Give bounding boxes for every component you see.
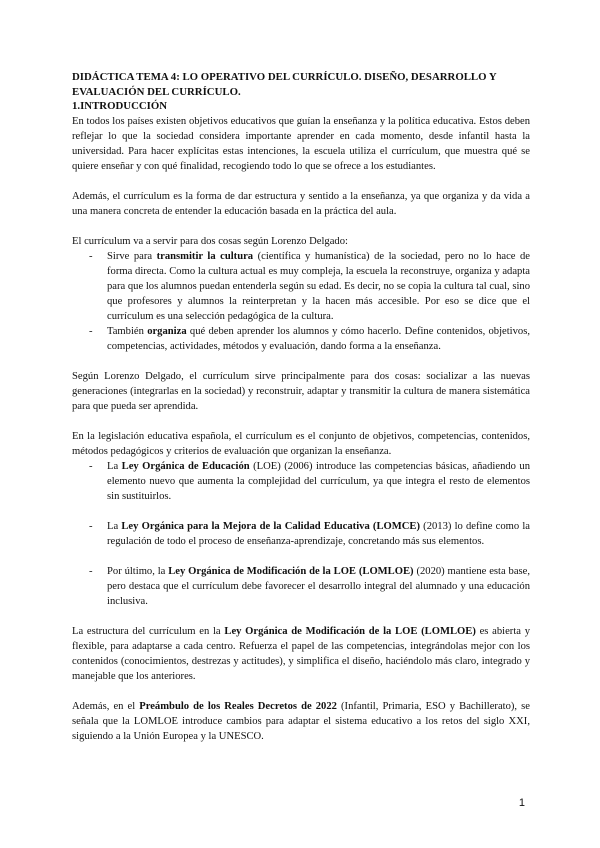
paragraph-intro: En todos los países existen objetivos educativos que guían la enseñanza y la política educativa. Estos deben reflejar lo que la sociedad considera importante aprender en cada momento, desde infantil hasta la universidad. Para hacer explícitas estas intenciones, la escuela utiliza el currículum, que muestra qué se quiere enseñar y con qué finalidad, recogiendo todo lo que se ofrece a los estudiantes. xyxy=(72,115,530,172)
list-item: - La Ley Orgánica para la Mejora de la Calidad Educativa (LOMCE) (2013) lo define como la regulación de todo el proceso de enseñanza-aprendizaje, concretando más sus elementos. xyxy=(89,520,530,547)
list-item: - Sirve para transmitir la cultura (científica y humanística) de la sociedad, pero no lo hace de forma directa. Como la cultura actual es muy compleja, la escuela la reconstruye, organiza y adapta para que los alumnos puedan entenderla según su edad. Es decir, no se copia la cultura tal cual, sino que profesores y alumnos la reinterpretan y la hacen más accesible. Por eso se dice que el currículum es una selección pedagógica de la cultura. xyxy=(89,250,531,322)
paragraph-decrees: Además, en el Preámbulo de los Reales Decretos de 2022 (Infantil, Primaria, ESO y Bachillerato), se señala que la LOMLOE introduce cambios para adaptar el sistema educativo a los retos del siglo XXI, siguiendo a la Unión Europea y la UNESCO. xyxy=(72,700,530,742)
list-item: - Por último, la Ley Orgánica de Modificación de la LOE (LOMLOE) (2020) mantiene esta base, pero destaca que el currículum debe favorecer el desarrollo integral del alumnado y una educación inclusiva. xyxy=(89,565,531,607)
document-title: DIDÁCTICA TEMA 4: LO OPERATIVO DEL CURRÍCULO. DISEÑO, DESARROLLO Y EVALUACIÓN DEL CURRÍCULO. xyxy=(72,71,497,98)
page-content xyxy=(72,70,530,744)
list-item: - La Ley Orgánica de Educación (LOE) (2006) introduce las competencias básicas, añadiendo un elemento nuevo que aumenta la complejidad del currículum, ya que integra el resto de elementos sin sustituirlos. xyxy=(89,460,531,502)
list-dash: - xyxy=(89,250,93,262)
page-number: 1 xyxy=(518,797,525,809)
list-dash: - xyxy=(89,460,93,472)
paragraph-delgado-summary: Según Lorenzo Delgado, el currículum sirve principalmente para dos cosas: socializar a las nuevas generaciones (integrarlas en la sociedad) y reconstruir, adaptar y transmitir la cultura de manera sistemática para que pueda ser aprendida. xyxy=(72,370,530,412)
delgado-list xyxy=(72,249,530,354)
paragraph-delgado-intro: El currículum va a servir para dos cosas según Lorenzo Delgado: xyxy=(72,235,348,247)
paragraph-structure: Además, el currículum es la forma de dar estructura y sentido a la enseñanza, ya que organiza y da vida a una manera concreta de entender la educación basada en la práctica del aula. xyxy=(72,190,530,217)
list-dash: - xyxy=(89,520,93,532)
list-item: - También organiza qué deben aprender los alumnos y cómo hacerlo. Define contenidos, objetivos, competencias, actividades, métodos y evaluación, dando forma a la enseñanza. xyxy=(89,325,530,352)
law-list xyxy=(72,459,530,609)
paragraph-lomloe-structure: La estructura del currículum en la Ley Orgánica de Modificación de la LOE (LOMLOE) es abierta y flexible, para adaptarse a cada centro. Refuerza el papel de las competencias, integrándolas mejor con los contenidos (conocimientos, destrezas y actitudes), y simplifica el diseño, haciéndolo más claro, integrado y manejable que los anteriores. xyxy=(72,625,530,682)
list-dash: - xyxy=(89,325,93,337)
section-heading: 1.INTRODUCCIÓN xyxy=(72,100,168,112)
paragraph-legislation: En la legislación educativa española, el currículum es el conjunto de objetivos, competencias, contenidos, métodos pedagógicos y criterios de evaluación que organizan la enseñanza. xyxy=(72,430,530,457)
list-dash: - xyxy=(89,565,93,577)
